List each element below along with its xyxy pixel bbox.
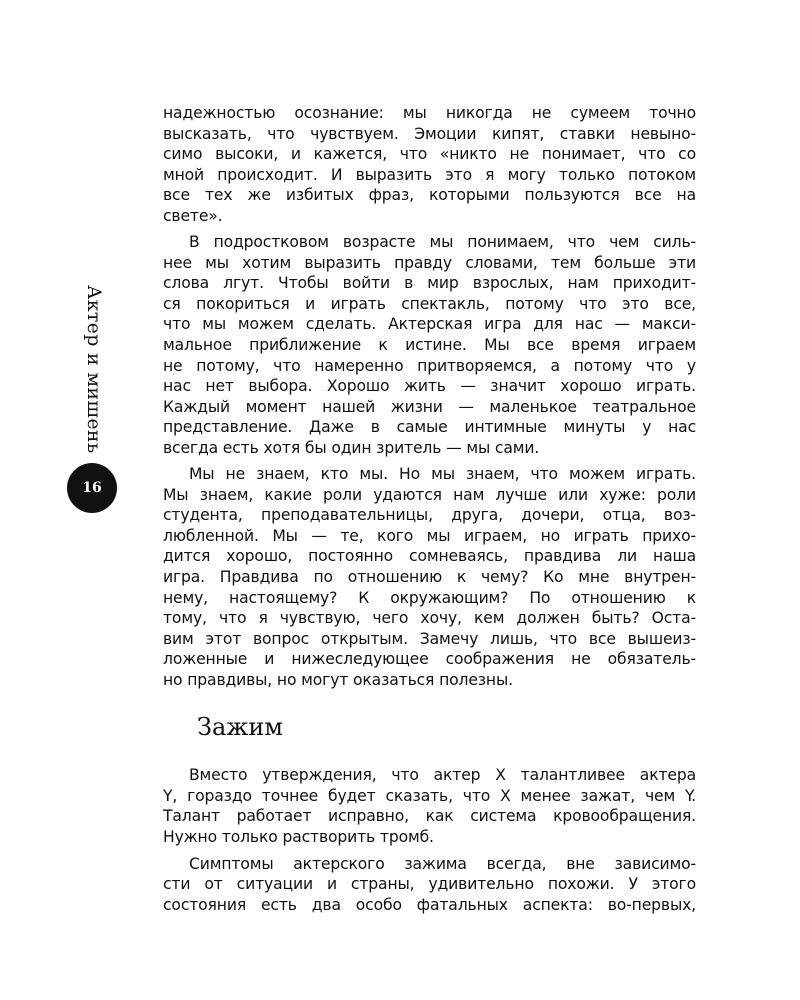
text-line: мальное приближение к истине. Мы все время играем (163, 336, 696, 355)
paragraph (163, 854, 696, 916)
text-line: сти от ситуации и страны, удивительно похожи. У этого (163, 875, 696, 894)
running-title: Актер и мишень (83, 285, 105, 454)
text-line: Мы знаем, какие роли удаются нам лучше или хуже: роли (163, 485, 696, 504)
text-line: мной происходит. И выразить это я могу только потоком (163, 165, 696, 184)
text-line: но правдивы, но могут оказаться полезны. (163, 670, 513, 689)
paragraph (163, 103, 696, 226)
paragraphs-before-heading (163, 103, 696, 690)
text-line: Симптомы актерского зажима всегда, вне зависимо- (189, 854, 696, 873)
paragraph (163, 232, 696, 458)
text-line: В подростковом возрасте мы понимаем, что чем силь- (189, 233, 696, 252)
text-line: нас нет выбора. Хорошо жить — значит хорошо играть. (163, 377, 696, 396)
text-line: свете». (163, 206, 223, 225)
text-line: игра. Правдива по отношению к чему? Ко мне внутрен- (163, 568, 696, 587)
paragraph (163, 464, 696, 690)
text-line: студента, преподавательницы, друга, дочери, отца, воз- (163, 506, 696, 525)
text-line: Нужно только растворить тромб. (163, 827, 434, 846)
text-line: дится хорошо, постоянно сомневаясь, правдива ли наша (163, 547, 696, 566)
text-line: любленной. Мы — те, кого мы играем, но играть прихо- (163, 526, 696, 545)
text-line: нему, настоящему? К окружающим? По отношению к (163, 588, 696, 607)
text-line: не потому, что намеренно притворяемся, а потому что у (163, 356, 696, 375)
text-line: состояния есть два особо фатальных аспекта: во-первых, (163, 895, 696, 914)
text-line: тому, что я чувствую, чего хочу, кем должен быть? Оста- (163, 609, 696, 628)
text-line: слова лгут. Чтобы войти в мир взрослых, нам приходит- (163, 274, 696, 293)
section-heading: Зажим (197, 713, 284, 742)
text-line: нее мы хотим выразить правду словами, тем больше эти (163, 253, 696, 272)
text-line: представление. Даже в самые интимные минуты у нас (163, 418, 696, 437)
text-line: симо высоки, и кажется, что «никто не понимает, что со (163, 145, 696, 164)
body-text (163, 103, 696, 921)
text-line: Вместо утверждения, что актер X талантливее актера (189, 766, 696, 785)
text-line: ся покориться и играть спектакль, потому что это все, (163, 294, 696, 313)
paragraphs-after-heading (163, 765, 696, 915)
text-line: все тех же избитых фраз, которыми пользуются все на (163, 186, 696, 205)
page-number-badge: 16 (67, 463, 117, 513)
text-line: Талант работает исправно, как система кровообращения. (163, 807, 696, 826)
text-line: надежностью осознание: мы никогда не сумеем точно (163, 104, 696, 122)
paragraph (163, 765, 696, 847)
text-line: вим этот вопрос открытым. Замечу лишь, что все вышеиз- (163, 629, 696, 648)
text-line: всегда есть хотя бы один зритель — мы сами. (163, 438, 540, 457)
text-line: ложенные и нижеследующее соображения не обязатель- (163, 650, 696, 669)
text-line: Мы не знаем, кто мы. Но мы знаем, что можем играть. (189, 465, 696, 484)
text-line: Каждый момент нашей жизни — маленькое театральное (163, 397, 696, 416)
text-line: высказать, что чувствуем. Эмоции кипят, ставки невыно- (163, 124, 696, 143)
text-line: Y, гораздо точнее будет сказать, что X менее зажат, чем Y. (163, 786, 696, 805)
text-line: что мы можем сделать. Актерская игра для нас — макси- (163, 315, 696, 334)
